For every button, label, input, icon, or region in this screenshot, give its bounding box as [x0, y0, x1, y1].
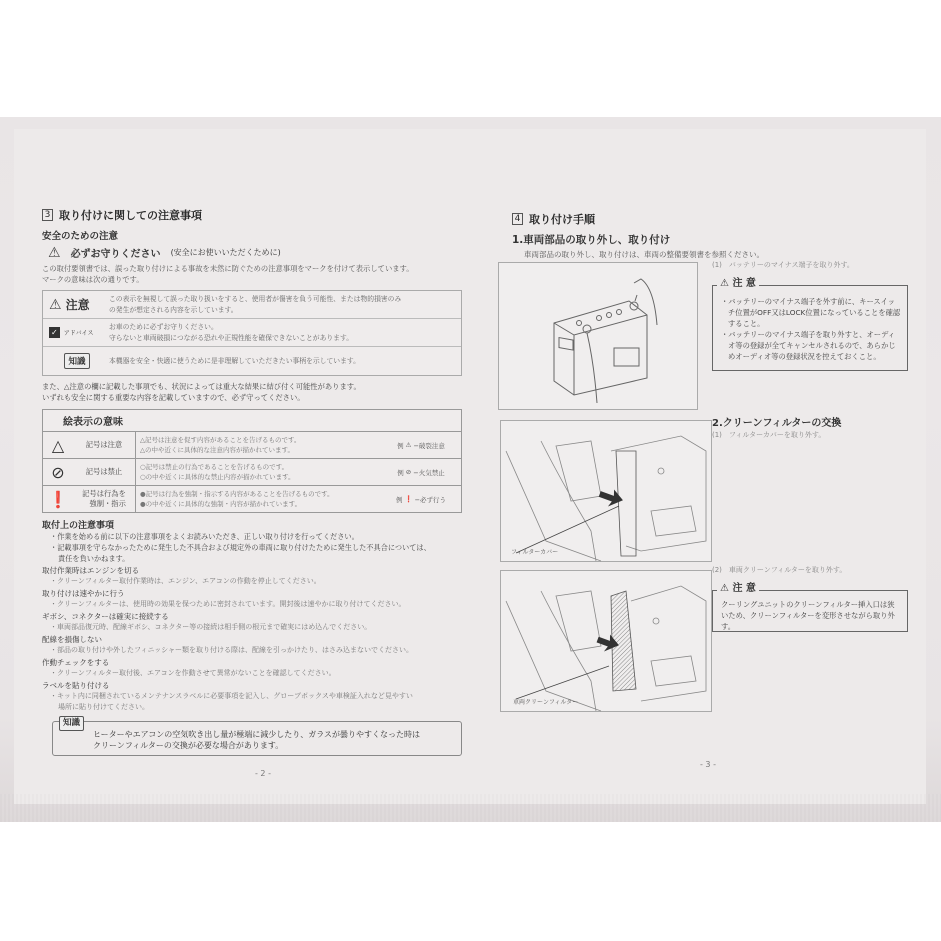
mark-legend [42, 290, 462, 376]
page-2 [42, 207, 462, 756]
section-number: 3 [42, 209, 53, 221]
page-number-2: - 2 - [255, 769, 271, 778]
legend-row-advice: ✓ アドバイス お車のために必ずお守りください。 守らないと車両破損につながる恐れや正規性能を確保できないことがあります。 [43, 319, 461, 347]
warning-triangle-icon: ⚠ [720, 583, 729, 594]
battery-icon [499, 263, 699, 411]
symbol-example: 例 ⊘ −火気禁止 [397, 468, 445, 477]
warning-line [48, 245, 462, 260]
symbol-example: 例 ⚠ −破裂注意 [397, 441, 445, 450]
precaution-items: 取付作業時はエンジンを切る ・クリーンフィルター取付作業時は、エンジン、エアコンの作動を停止してください。 取り付けは速やかに行う ・クリーンフィルターは、使用時の効果を保つために密封されています。開封後は速やかに取り付けてください。 ギボシ、コネクターは確実に接続する ・車両部品復元時、配線ギボシ、コネクター等の接続は相手側の根元まで確実にはめ込んでください。 配線を損傷しない ・部品の取り付けや外したフィニッシャー類を取り付ける際は、配線を引っかけたり、はさみ込まないでください。 作動チェックをする ・クリーンフィルター取付後、エアコンを作動させて異常がないことを確認してください。 ラベルを貼り付ける ・キット内に同梱されているメンテナンスラベルに必要事項を記入し、グローブボックスや車検証入れなど見やすい 場所に貼り付けてください。 [42, 566, 414, 711]
clean-filter-label: 車両クリーンフィルター [513, 699, 579, 706]
symbol-row-caution: △ 記号は注意 △記号は注意を促す内容があることを告げるものです。 △の中や近くに具体的な注意内容が描かれています。 例 ⚠ −破裂注意 [43, 432, 461, 459]
section-title: 取り付け手順 [529, 213, 595, 226]
triangle-icon: △ [51, 435, 65, 455]
symbol-example: 例 ❗ −必ず行う [395, 495, 447, 504]
step1-sub1: (1) バッテリーのマイナス端子を取り外す。 [712, 261, 854, 269]
no-fire-icon: ⊘ [405, 468, 412, 476]
must-do-icon: ❗ [404, 495, 413, 503]
knowledge-icon: 知識 [64, 353, 89, 369]
legend-row-caution: ⚠ 注意 この表示を無視して誤った取り扱いをすると、使用者が傷害を負う可能性、または物的損害のみ の発生が想定される内容を示しています。 [43, 291, 461, 319]
step1-desc: 車両部品の取り外し、取り付けは、車両の整備要領書を参照ください。 [524, 250, 764, 259]
prohibited-icon: ⊘ [51, 462, 65, 482]
section-4-heading [512, 211, 932, 227]
precautions-bullets: ・作業を始める前に以下の注意事項をよくお読みいただき、正しい取り付けを行ってください。 ・記載事項を守らなかったために発生した不具合および規定外の車両に取り付けたために発生した不具合については、 責任を負いかねます。 [50, 532, 431, 563]
symbol-table-heading: 絵表示の意味 [43, 410, 461, 432]
battery-illustration [498, 262, 698, 410]
section-3-heading [42, 207, 462, 223]
step2-title: 2.クリーンフィルターの交換 [712, 418, 842, 429]
precautions-title: 取付上の注意事項 [42, 521, 115, 531]
warning-main: 必ずお守りください [70, 249, 161, 260]
intro-text: この取付要領書では、誤った取り付けによる事故を未然に防ぐための注意事項をマークを付けて表示しています。 マークの意味は次の通りです。 [42, 264, 414, 284]
warning-triangle-icon: ⚠ [720, 278, 729, 289]
knowledge-icon: 知識 [59, 716, 84, 731]
knowledge-box: 知識 ヒーターやエアコンの空気吹き出し量が極端に減少したり、ガラスが曇りやすくなった時は クリーンフィルターの交換が必要な場合があります。 [52, 721, 462, 756]
note-text: また、△注意の欄に記載した事項でも、状況によっては重大な結果に結び付く可能性があります。 いずれも安全に関する重要な内容を記載していますので、必ず守ってください。 [42, 382, 361, 402]
warning-triangle-icon: ⚠ [49, 296, 62, 313]
step1-title: 1.車両部品の取り外し、取り付け [512, 234, 671, 246]
clean-filter-illustration [500, 570, 712, 712]
rupture-warning-icon: ⚠ [405, 441, 412, 449]
page-number-3: - 3 - [700, 760, 716, 769]
step2-sub1: (1) フィルターカバーを取り外す。 [712, 431, 826, 439]
legend-row-knowledge: 知識 本機器を安全・快適に使うために是非理解していただきたい事柄を示しています。 [43, 347, 461, 375]
advice-icon: ✓ [51, 328, 58, 337]
page-3 [512, 211, 932, 260]
caution-box-battery: ⚠ 注 意 ・バッテリーのマイナス端子を外す前に、キースイッチ位置がOFF又はLOCK位置になっていることを確認すること。 ・バッテリーのマイナス端子を取り外すと、オーディオ等の登録が全てキャンセルされるので、あらかじめオーディオ等の登録状況を控えておくこと。 [712, 285, 908, 371]
section-title: 取り付けに関しての注意事項 [59, 209, 202, 222]
warning-triangle-icon: ⚠ [48, 244, 61, 261]
caution-box-filter: ⚠ 注 意 クーリングユニットのクリーンフィルター挿入口は狭いため、クリーンフィルターを変形させながら取り外す。 [712, 590, 908, 632]
filter-cover-illustration [500, 420, 712, 562]
safety-heading: 安全のための注意 [42, 231, 119, 242]
section-number: 4 [512, 213, 523, 225]
step2-sub2: (2) 車両クリーンフィルターを取り外す。 [712, 566, 847, 574]
symbol-row-mandatory: ❗ 記号は行為を 強制・指示 ●記号は行為を強制・指示する内容があることを告げるものです。 ●の中や近くに具体的な強制・内容が描かれています。 例 ❗ −必ず行う [43, 486, 461, 512]
document-photo [0, 117, 941, 822]
symbol-meaning-table [42, 409, 462, 513]
filter-cover-label: フィルターカバー [511, 549, 559, 556]
warning-sub: (安全にお使いいただくために) [170, 248, 281, 257]
symbol-row-prohibited: ⊘ 記号は禁止 ○記号は禁止の行為であることを告げるものです。 ○の中や近くに具体的な禁止内容が描かれています。 例 ⊘ −火気禁止 [43, 459, 461, 486]
mandatory-icon: ❗ [48, 489, 68, 509]
